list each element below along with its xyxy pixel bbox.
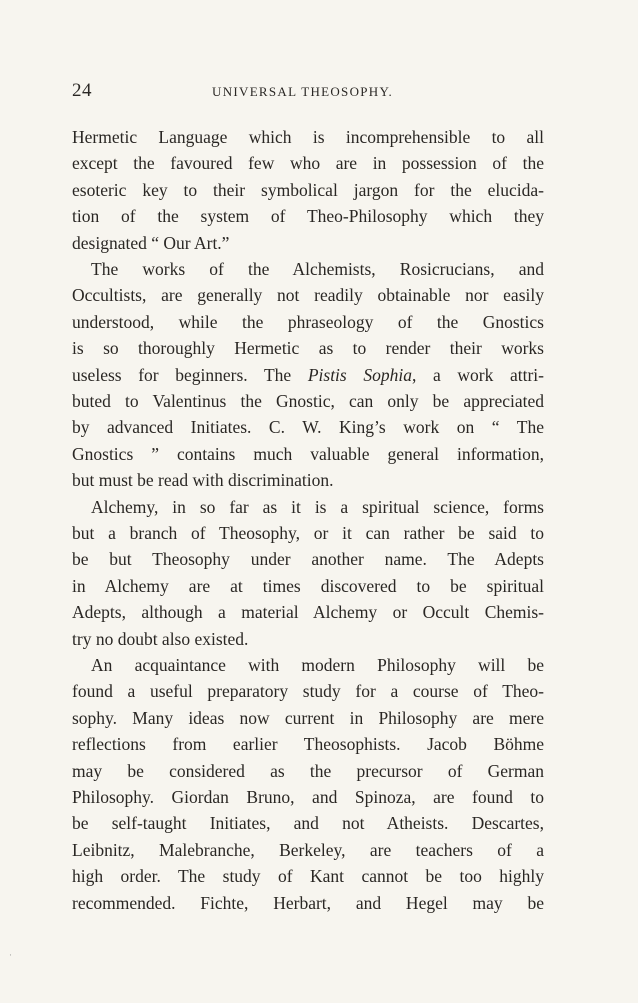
page-header: [72, 80, 544, 104]
text-line: buted to Valentinus the Gnostic, can only be appreciated: [72, 391, 544, 411]
text-line: but must be read with discrimination.: [72, 470, 334, 491]
text-line: An acquaintance with modern Philosophy will be: [91, 655, 544, 675]
running-title: UNIVERSAL THEOSOPHY.: [212, 84, 394, 99]
text-line: designated “ Our Art.”: [72, 232, 230, 253]
page-number: 24: [72, 80, 92, 101]
text-line: sophy. Many ideas now current in Philosophy are mere: [72, 707, 544, 728]
text-line: be self-taught Initiates, and not Atheists. Descartes,: [72, 813, 544, 834]
text-line: [72, 362, 544, 388]
text-line: Occultists, are generally not readily obtainable nor easily: [72, 285, 544, 306]
text-line: is so thoroughly Hermetic as to render their works: [72, 338, 544, 359]
text-line: Hermetic Language which is incomprehensible to all: [72, 127, 544, 147]
text-line: understood, while the phraseology of the Gnostics: [72, 311, 544, 332]
text-line: tion of the system of Theo-Philosophy which they: [72, 206, 544, 227]
text-line: Leibnitz, Malebranche, Berkeley, are teachers of a: [72, 839, 544, 860]
text-line: The works of the Alchemists, Rosicrucians, and: [91, 259, 544, 279]
italic-title: Pistis Sophia: [307, 364, 412, 385]
text-line: recommended. Fichte, Herbart, and Hegel may be: [72, 892, 544, 913]
text-line: Gnostics ” contains much valuable general information,: [72, 443, 544, 464]
text-line: try no doubt also existed.: [72, 628, 249, 649]
text-line: but a branch of Theosophy, or it can rather be said to: [72, 523, 544, 543]
text-line: by advanced Initiates. C. W. King’s work on “ The: [72, 417, 544, 438]
text-line: may be considered as the precursor of German: [72, 760, 544, 781]
scan-speck: ·: [9, 950, 12, 960]
text-line: Alchemy, in so far as it is a spiritual science, forms: [91, 496, 544, 517]
text-fragment: , a work attri-: [411, 364, 544, 385]
text-line: found a useful preparatory study for a course of Theo-: [72, 681, 544, 702]
text-line: Philosophy. Giordan Bruno, and Spinoza, are found to: [72, 787, 544, 807]
text-line: high order. The study of Kant cannot be too highly: [72, 866, 544, 887]
text-line: reflections from earlier Theosophists. Jacob Böhme: [72, 734, 544, 755]
text-line: except the favoured few who are in possession of the: [72, 153, 544, 174]
text-line: be but Theosophy under another name. The Adepts: [72, 549, 544, 570]
text-line: in Alchemy are at times discovered to be spiritual: [72, 575, 544, 596]
text-line: Adepts, although a material Alchemy or Occult Chemis-: [72, 602, 544, 623]
text-fragment: useless for beginners. The: [72, 364, 308, 385]
text-line: esoteric key to their symbolical jargon for the elucida-: [72, 179, 544, 200]
